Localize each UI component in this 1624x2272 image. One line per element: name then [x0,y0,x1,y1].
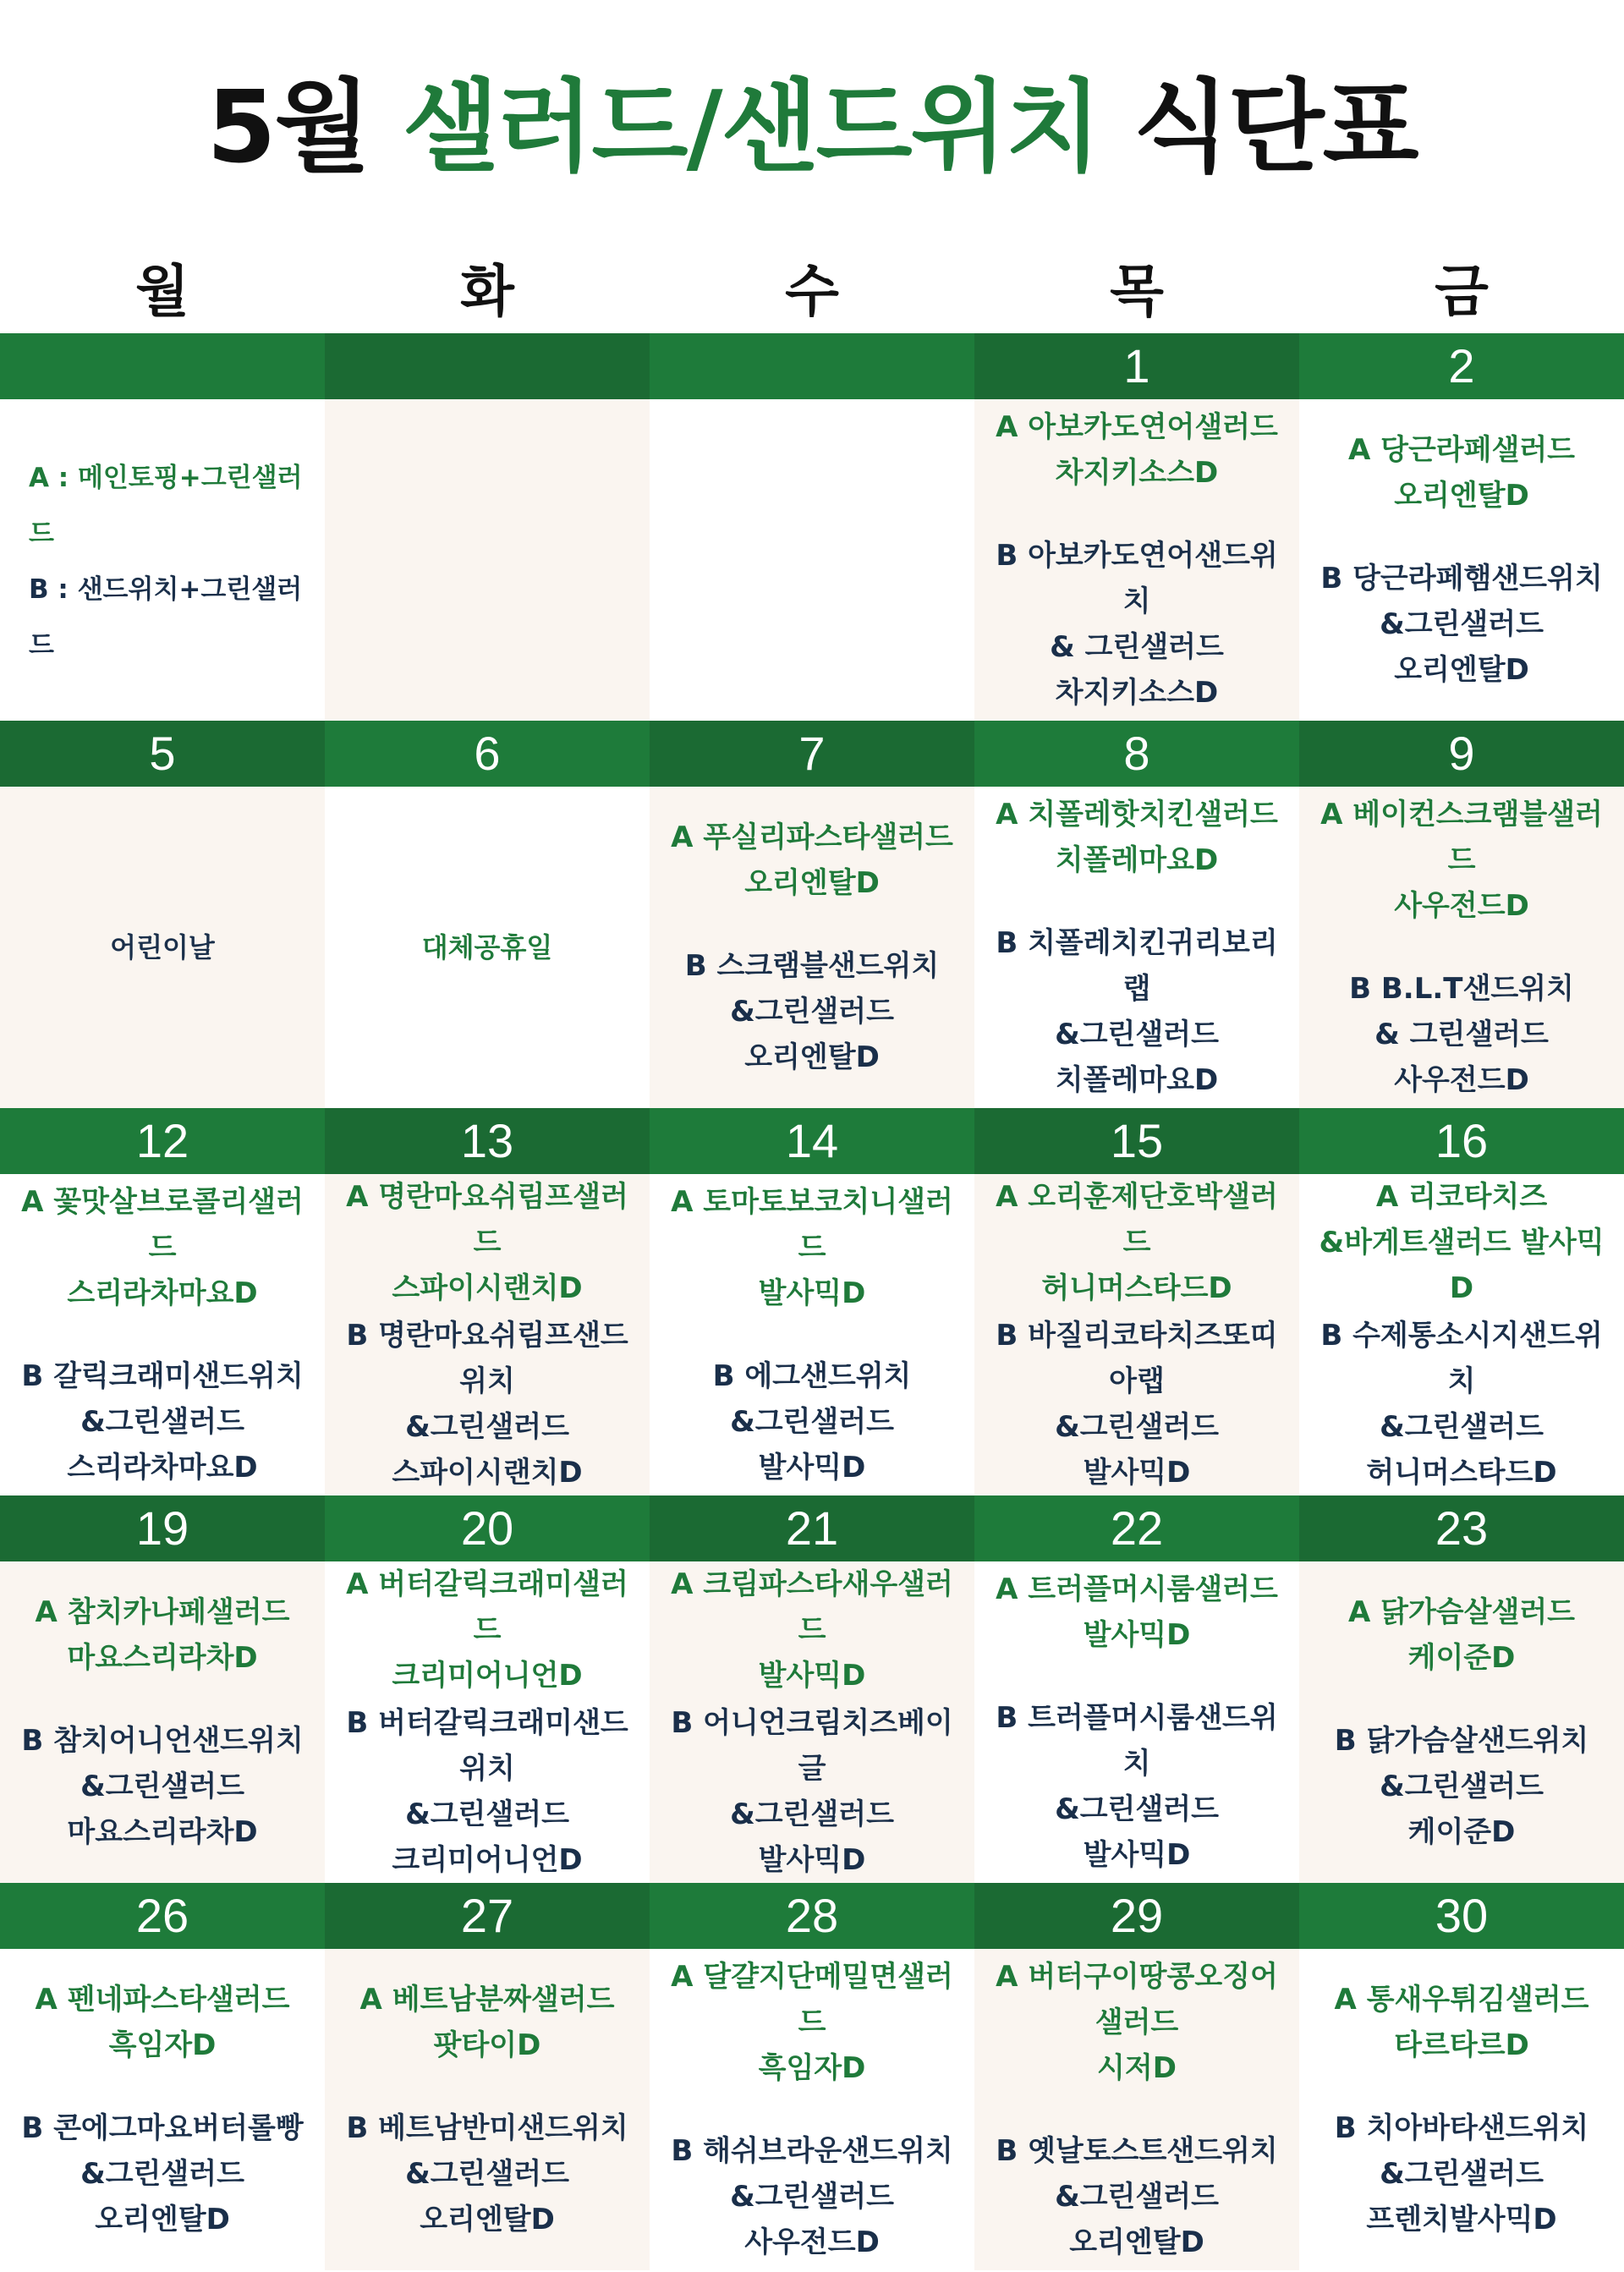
menu-a-line: A 아보카도연어샐러드 [996,410,1278,444]
menu-b-line: &그린샐러드 [1380,2157,1544,2191]
menu-b-line: 발사믹D [758,1843,866,1877]
day-cell [325,1174,650,1495]
day-cell [650,1174,974,1495]
day-number: 14 [650,1108,974,1174]
day-number: 5 [0,721,325,787]
menu-b-line: &그린샐러드 [1055,1018,1219,1051]
day-cell [325,1949,650,2270]
page-title [0,68,1624,186]
menu-a-line: A 명란마요쉬림프샐러드 [346,1180,628,1259]
menu-b-line: 오리엔탈D [420,2203,555,2236]
menu-a-line: A 토마토보코치니샐러드 [671,1185,953,1265]
day-cell [974,787,1299,1108]
menu-a-line: A 참치카나페샐러드 [35,1595,290,1629]
day-cell [1299,787,1624,1108]
day-number: 22 [974,1495,1299,1561]
day-cell [1299,1561,1624,1883]
menu-b-line: &그린샐러드 [730,1797,894,1831]
day-cell [1299,1174,1624,1495]
menu-b-line: & 그린샐러드 [1050,630,1224,664]
day-cell [0,787,325,1108]
day-cell [0,399,325,721]
day-cell [1299,1949,1624,2270]
day-cell [0,1561,325,1883]
menu-a-line: A 닭가슴살샐러드 [1347,1595,1576,1629]
day-cell [650,399,974,721]
menu-a-line: A 오리훈제단호박샐러드 [996,1180,1278,1259]
menu-a-line: 마요스리라차D [67,1641,258,1675]
menu-b-line: 치폴레마요D [1055,1063,1219,1097]
menu-a-line: 사우전드D [1394,889,1529,923]
day-number: 27 [325,1883,650,1949]
menu-b-line: 오리엔탈D [1394,653,1529,687]
menu-a-line: 스리라차마요D [67,1276,258,1310]
menu-a-line: A 꽃맛살브로콜리샐러드 [21,1185,304,1265]
menu-b-line: B 스크램블샌드위치 [684,949,940,983]
menu-a-line: A 달걀지단메밀면샐러드 [671,1960,953,2039]
menu-a-line: A 베트남분짜샐러드 [359,1983,615,2017]
menu-a-line: 오리엔탈D [1394,479,1529,513]
menu-b-line: &그린샐러드 [405,1410,569,1444]
menu-b-line: 발사믹D [758,1451,866,1484]
menu-b-line: 마요스리라차D [67,1815,258,1849]
menu-b-line: &그린샐러드 [1380,1410,1544,1444]
menu-a-line: 발사믹D [758,1276,866,1310]
day-number: 6 [325,721,650,787]
weekday-thu: 목 [1110,259,1164,324]
day-cell [974,1949,1299,2270]
menu-b-line: B 치아바타샌드위치 [1334,2111,1589,2145]
menu-b-line: &그린샐러드 [405,2157,569,2191]
menu-a-line: 타르타르D [1394,2028,1529,2062]
menu-b-line: 프렌치발사믹D [1366,2203,1557,2236]
title-accent: 샐러드/샌드위치 [402,69,1100,185]
day-number: 7 [650,721,974,787]
day-cell [650,787,974,1108]
menu-b-line: &그린샐러드 [80,2157,244,2191]
menu-b-line: 오리엔탈D [95,2203,230,2236]
menu-b-line: 허니머스타드D [1366,1456,1557,1490]
menu-b-line: &그린샐러드 [80,1405,244,1439]
menu-a-line: 허니머스타드D [1041,1271,1232,1305]
menu-b-line: B B.L.T샌드위치 [1349,972,1574,1006]
weekday-mon: 월 [135,259,189,324]
day-number [325,333,650,399]
day-number: 1 [974,333,1299,399]
menu-b-line: B 버터갈릭크래미샌드위치 [346,1706,628,1786]
title-prefix: 5월 [206,69,403,185]
menu-b-line: 사우전드D [1394,1063,1529,1097]
menu-a-line: A 치폴레핫치킨샐러드 [996,798,1278,831]
day-number: 28 [650,1883,974,1949]
menu-b-line: B 아보카도연어샌드위치 [996,539,1278,618]
menu-a-line: A 펜네파스타샐러드 [35,1983,290,2017]
menu-b-line: 스리라차마요D [67,1451,258,1484]
legend-b: B : 샌드위치+그린샐러드 [29,574,303,661]
menu-b-line: &그린샐러드 [405,1797,569,1831]
menu-b-line: 발사믹D [1083,1456,1191,1490]
menu-b-line: &그린샐러드 [1380,1770,1544,1803]
day-cell [974,1561,1299,1883]
menu-b-line: B 참치어니언샌드위치 [21,1724,304,1758]
day-cell [1299,399,1624,721]
menu-b-line: 오리엔탈D [744,1040,880,1074]
menu-b-line: 오리엔탈D [1069,2225,1204,2259]
menu-b-line: B 베트남반미샌드위치 [346,2111,628,2145]
day-number: 29 [974,1883,1299,1949]
menu-b-line: B 당근라페햄샌드위치 [1320,562,1603,595]
weekday-fri: 금 [1435,259,1489,324]
menu-a-line: 치폴레마요D [1055,843,1219,877]
day-number [0,333,325,399]
holiday-note: 대체공휴일 [421,931,553,963]
menu-b-line: 케이준D [1407,1815,1516,1849]
day-number: 9 [1299,721,1624,787]
menu-b-line: &그린샐러드 [80,1770,244,1803]
weekday-tue: 화 [460,259,514,324]
menu-a-line: 흑임자D [758,2051,866,2085]
menu-a-line: 발사믹D [1083,1618,1191,1652]
menu-b-line: &그린샐러드 [730,995,894,1029]
menu-b-line: B 명란마요쉬림프샌드위치 [346,1319,628,1398]
menu-a-line: 오리엔탈D [744,866,880,900]
menu-a-line: A 통새우튀김샐러드 [1334,1983,1589,2017]
menu-b-line: B 닭가슴살샌드위치 [1334,1724,1589,1758]
menu-b-line: B 바질리코타치즈또띠아랩 [996,1319,1278,1398]
menu-b-line: 발사믹D [1083,1838,1191,1872]
menu-a-line: &바게트샐러드 발사믹D [1319,1226,1605,1305]
menu-b-line: B 콘에그마요버터롤빵 [21,2111,304,2145]
menu-a-line: A 당근라페샐러드 [1347,433,1576,467]
menu-a-line: 스파이시랜치D [392,1271,583,1305]
title-suffix: 식단표 [1100,69,1418,185]
menu-b-line: 스파이시랜치D [392,1456,583,1490]
menu-b-line: 사우전드D [744,2225,880,2259]
menu-b-line: &그린샐러드 [1380,607,1544,641]
calendar-grid [0,333,1624,2270]
menu-b-line: B 수제통소시지샌드위치 [1320,1319,1603,1398]
day-cell [0,1174,325,1495]
menu-b-line: B 옛날토스트샌드위치 [996,2134,1278,2168]
menu-b-line: B 에그샌드위치 [712,1359,912,1393]
day-cell [650,1949,974,2270]
menu-a-line: 팟타이D [433,2028,541,2062]
day-number: 2 [1299,333,1624,399]
weekday-wed: 수 [785,259,839,324]
menu-b-line: B 해쉬브라운샌드위치 [671,2134,953,2168]
day-number: 8 [974,721,1299,787]
menu-a-line: A 푸실리파스타샐러드 [671,820,953,854]
menu-b-line: &그린샐러드 [1055,1410,1219,1444]
holiday-note: 어린이날 [110,931,215,963]
menu-a-line: 차지키소스D [1055,456,1219,490]
menu-b-line: &그린샐러드 [730,1405,894,1439]
day-number: 15 [974,1108,1299,1174]
menu-a-line: 흑임자D [108,2028,217,2062]
weekday-header [0,254,1624,330]
day-number: 26 [0,1883,325,1949]
day-cell [650,1561,974,1883]
day-number: 13 [325,1108,650,1174]
menu-a-line: A 베이컨스크램블샐러드 [1320,798,1603,877]
day-cell [974,399,1299,721]
menu-b-line: &그린샐러드 [1055,1792,1219,1826]
menu-a-line: A 버터구이땅콩오징어샐러드 [996,1960,1278,2039]
menu-a-line: A 리코타치즈 [1375,1180,1548,1214]
menu-b-line: &그린샐러드 [1055,2180,1219,2214]
day-number: 30 [1299,1883,1624,1949]
menu-a-line: 케이준D [1407,1641,1516,1675]
day-cell [974,1174,1299,1495]
menu-b-line: B 트러플머시룸샌드위치 [996,1701,1278,1781]
day-number [650,333,974,399]
legend-a: A : 메인토핑+그린샐러드 [29,463,303,549]
menu-a-line: 발사믹D [758,1659,866,1693]
menu-a-line: A 트러플머시룸샐러드 [996,1572,1278,1606]
menu-b-line: B 어니언크림치즈베이글 [671,1706,953,1786]
day-number: 23 [1299,1495,1624,1561]
menu-a-line: A 크림파스타새우샐러드 [671,1567,953,1647]
menu-b-line: 크리미어니언D [392,1843,583,1877]
day-number: 12 [0,1108,325,1174]
menu-b-line: & 그린샐러드 [1374,1018,1549,1051]
day-cell [325,399,650,721]
day-number: 16 [1299,1108,1624,1174]
menu-a-line: 시저D [1097,2051,1177,2085]
menu-a-line: 크리미어니언D [392,1659,583,1693]
menu-a-line: A 버터갈릭크래미샐러드 [346,1567,628,1647]
menu-b-line: 차지키소스D [1055,676,1219,710]
day-number: 21 [650,1495,974,1561]
menu-b-line: B 치폴레치킨귀리보리랩 [996,926,1278,1006]
day-cell [0,1949,325,2270]
menu-b-line: &그린샐러드 [730,2180,894,2214]
day-number: 19 [0,1495,325,1561]
day-cell [325,787,650,1108]
day-cell [325,1561,650,1883]
day-number: 20 [325,1495,650,1561]
menu-b-line: B 갈릭크래미샌드위치 [21,1359,304,1393]
